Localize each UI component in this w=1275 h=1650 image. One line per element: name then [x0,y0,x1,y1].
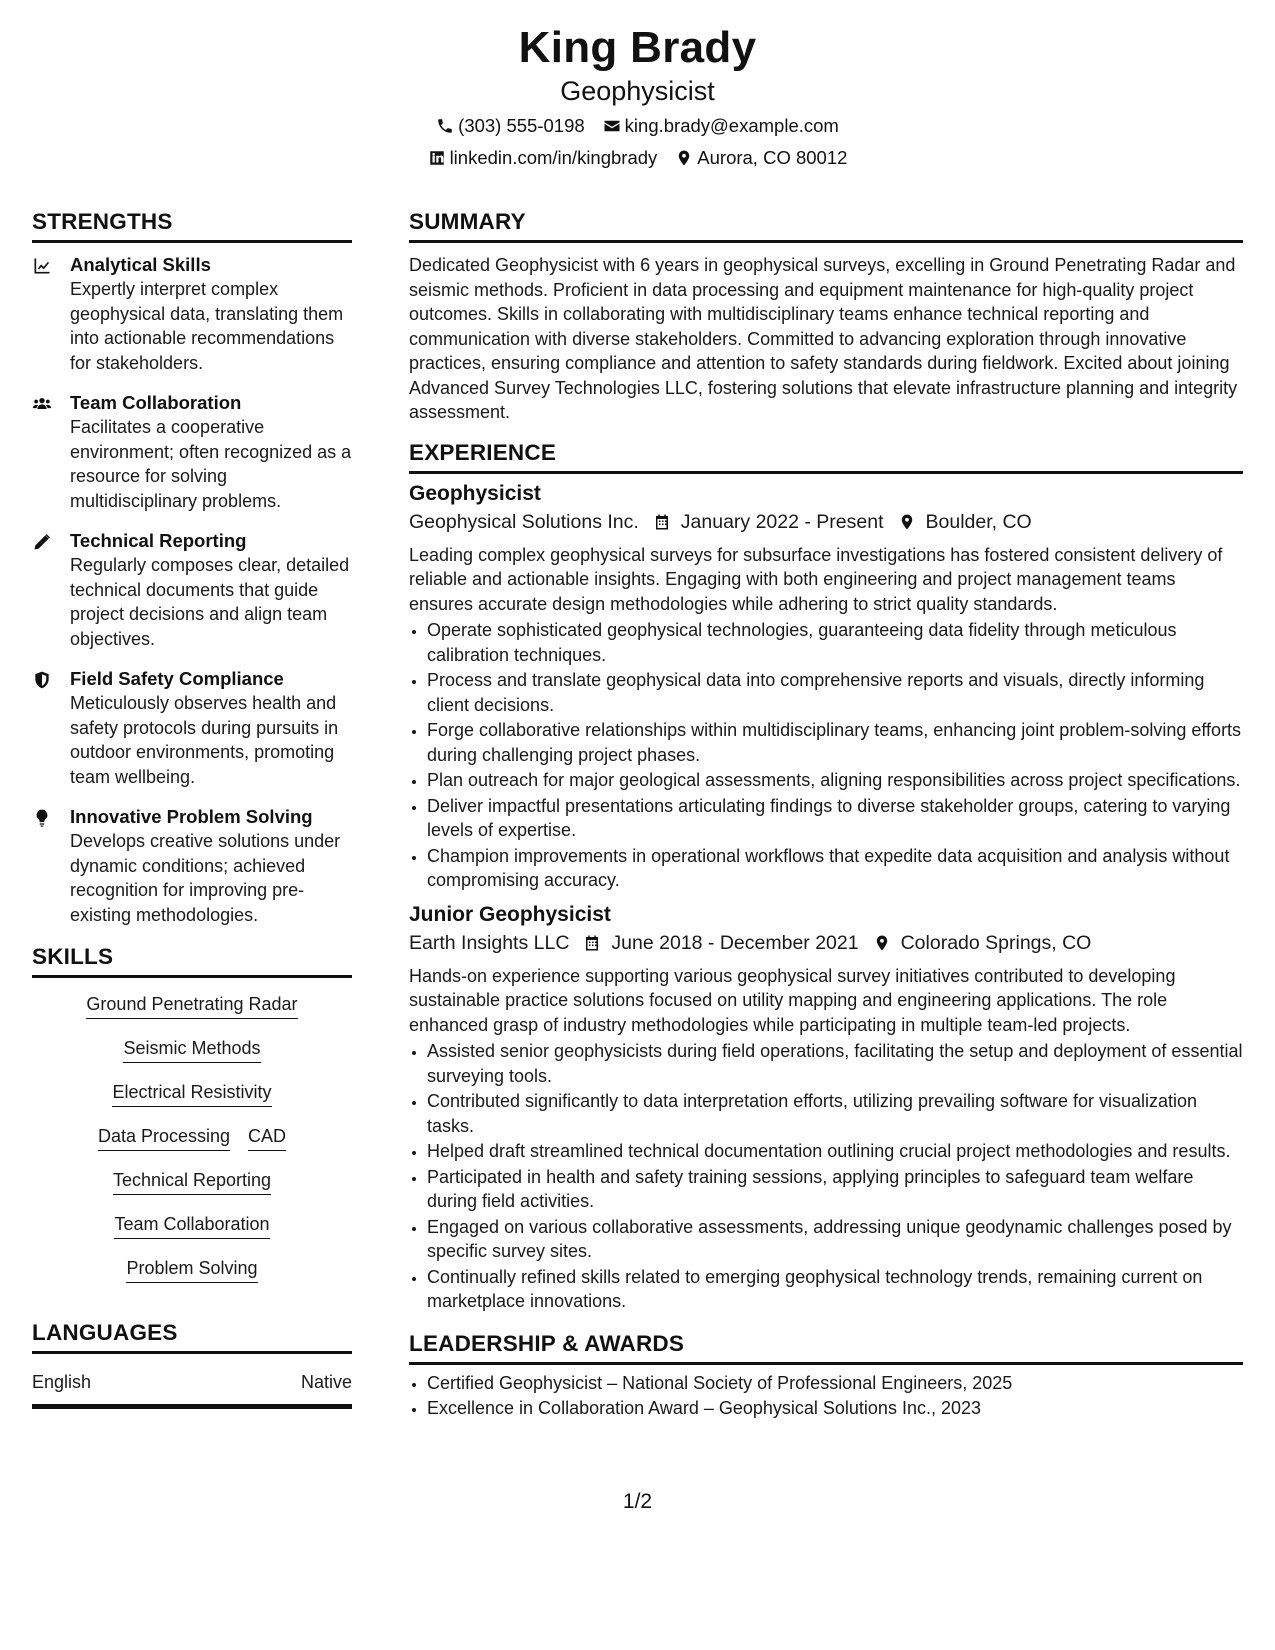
strength-description: Regularly composes clear, detailed technical documents that guide project decisions and align team objectives. [70,555,350,649]
skill-tag: Seismic Methods [123,1036,260,1063]
strength-name: Field Safety Compliance [70,668,284,689]
summary-text: Dedicated Geophysicist with 6 years in geophysical surveys, excelling in Ground Penetrating Radar and seismic methods. Proficient in data processing and equipment maintenance for high-quality project outcomes. Skills in collaborating with multidisciplinary teams enhance technical reporting and communication with diverse stakeholders. Committed to advancing exploration through innovative practices, ensuring compliance and attention to safety standards during fieldwork. Excited about joining Advanced Survey Technologies LLC, fostering solutions that elevate infrastructure planning and integrity assessment. [409,255,1238,422]
job-title: Geophysicist [409,481,541,505]
job-bullet: • Forge collaborative relationships within multidisciplinary teams, enhancing joint problem-solving efforts during challenging project phases. [427,718,1243,767]
job-entry [409,901,1243,1314]
strength-item [32,805,352,927]
award-item: • Excellence in Collaboration Award – Geophysical Solutions Inc., 2023 [427,1396,1243,1421]
awards-heading: LEADERSHIP & AWARDS [409,1330,1243,1365]
job-bullet: • Continually refined skills related to emerging geophysical technology trends, remaining current on marketplace innovations. [427,1265,1243,1314]
map-pin-icon [898,512,916,532]
contact-row-1 [0,114,1275,138]
skill-tag: Electrical Resistivity [112,1080,271,1107]
linkedin-text[interactable]: linkedin.com/in/kingbrady [449,147,658,168]
left-column [32,208,352,1409]
award-item: • Certified Geophysicist – National Society of Professional Engineers, 2025 [427,1371,1243,1396]
strength-description: Expertly interpret complex geophysical data, translating them into actionable recommendations for stakeholders. [70,279,344,373]
email-contact[interactable] [603,114,839,138]
job-description: Leading complex geophysical surveys for subsurface investigations has fostered consistent delivery of reliable and actionable insights. Engaging with both engineering and project management teams ensures accurate design methodologies while adhering to strict quality standards. [409,544,1223,614]
job-meta [409,508,1243,536]
candidate-name: King Brady [518,23,757,72]
job-location: Boulder, CO [925,510,1032,533]
job-bullet: • Champion improvements in operational workflows that expedite data acquisition and analysis without compromising accuracy. [427,844,1243,893]
envelope-icon [603,117,621,135]
job-bullet: • Operate sophisticated geophysical technologies, guaranteeing data fidelity through meticulous calibration techniques. [427,618,1243,667]
lightbulb-icon [32,808,52,828]
job-bullet: • Contributed significantly to data interpretation efforts, utilizing prevailing software for visualization tasks. [427,1089,1243,1138]
strength-name: Team Collaboration [70,392,242,413]
job-bullet: • Deliver impactful presentations articulating findings to diverse stakeholder groups, catering to varying levels of expertise. [427,794,1243,843]
awards-list [409,1371,1243,1421]
location-contact [675,146,847,170]
job-bullet: • Assisted senior geophysicists during field operations, facilitating the setup and deployment of essential surveying tools. [427,1039,1243,1088]
strength-description: Develops creative solutions under dynamic conditions; achieved recognition for improving pre-existing methodologies. [70,831,341,925]
job-description: Hands-on experience supporting various geophysical survey initiatives contributed to developing sustainable practice solutions focused on utility mapping and engineering applications. The role enhanced grasp of industry methodologies while participating in multiple team-led projects. [409,965,1176,1035]
job-bullet: • Plan outreach for major geological assessments, aligning responsibilities across project specifications. [427,768,1243,793]
language-row [32,1364,352,1409]
experience-heading: EXPERIENCE [409,439,1243,474]
job-bullet: • Process and translate geophysical data into comprehensive reports and visuals, directly informing client decisions. [427,668,1243,717]
strength-description: Meticulously observes health and safety protocols during pursuits in outdoor environments, promoting team wellbeing. [70,693,339,787]
skill-tag: CAD [248,1124,286,1151]
language-level: Native [300,1372,352,1392]
job-dates: January 2022 - Present [680,510,884,533]
skills-heading: SKILLS [32,943,352,978]
job-entry [409,480,1243,893]
resume-header [0,22,1275,170]
job-company: Earth Insights LLC [409,931,570,954]
shield-icon [32,670,52,690]
linkedin-contact[interactable] [428,146,658,170]
strength-item [32,391,352,513]
phone-contact [436,114,585,138]
job-bullet: • Engaged on various collaborative assessments, addressing unique geodynamic challenges posed by specific survey sites. [427,1215,1243,1264]
summary-heading: SUMMARY [409,208,1243,243]
strength-item [32,667,352,789]
strength-name: Innovative Problem Solving [70,806,313,827]
job-dates: June 2018 - December 2021 [611,931,859,954]
candidate-title: Geophysicist [560,76,715,106]
skill-tag: Technical Reporting [113,1168,271,1195]
language-name: English [32,1372,92,1392]
strengths-list [32,253,352,927]
strength-item [32,529,352,651]
job-company: Geophysical Solutions Inc. [409,510,639,533]
skills-list [32,988,352,1283]
skill-tag: Problem Solving [126,1256,257,1283]
right-column [409,208,1243,1422]
page-number: 1/2 [622,1490,653,1513]
skill-tag: Team Collaboration [114,1212,269,1239]
job-title: Junior Geophysicist [409,902,611,926]
skill-tag: Data Processing [98,1124,230,1151]
location-text: Aurora, CO 80012 [697,147,848,168]
job-location: Colorado Springs, CO [900,931,1092,954]
pencil-icon [32,532,52,552]
linkedin-icon [428,149,446,167]
languages-heading: LANGUAGES [32,1319,352,1354]
job-bullets [409,618,1243,893]
strengths-heading: STRENGTHS [32,208,352,243]
job-bullet: • Helped draft streamlined technical documentation outlining crucial project methodologies and results. [427,1139,1243,1164]
contact-row-2 [0,146,1275,170]
map-pin-icon [873,933,891,953]
calendar-icon [583,933,601,953]
strength-item [32,253,352,375]
job-bullet: • Participated in health and safety training sessions, applying principles to safeguard team welfare during field activities. [427,1165,1243,1214]
job-meta [409,929,1243,957]
chart-line-icon [32,256,52,276]
strength-name: Technical Reporting [70,530,247,551]
strength-name: Analytical Skills [70,254,211,275]
phone-text: (303) 555-0198 [458,115,585,136]
job-bullets [409,1039,1243,1314]
phone-icon [436,117,454,135]
strength-description: Facilitates a cooperative environment; often recognized as a resource for solving multidisciplinary problems. [70,417,352,511]
map-pin-icon [675,149,693,167]
calendar-icon [653,512,671,532]
skill-tag: Ground Penetrating Radar [86,992,297,1019]
email-text[interactable]: king.brady@example.com [624,115,839,136]
users-icon [32,394,52,414]
